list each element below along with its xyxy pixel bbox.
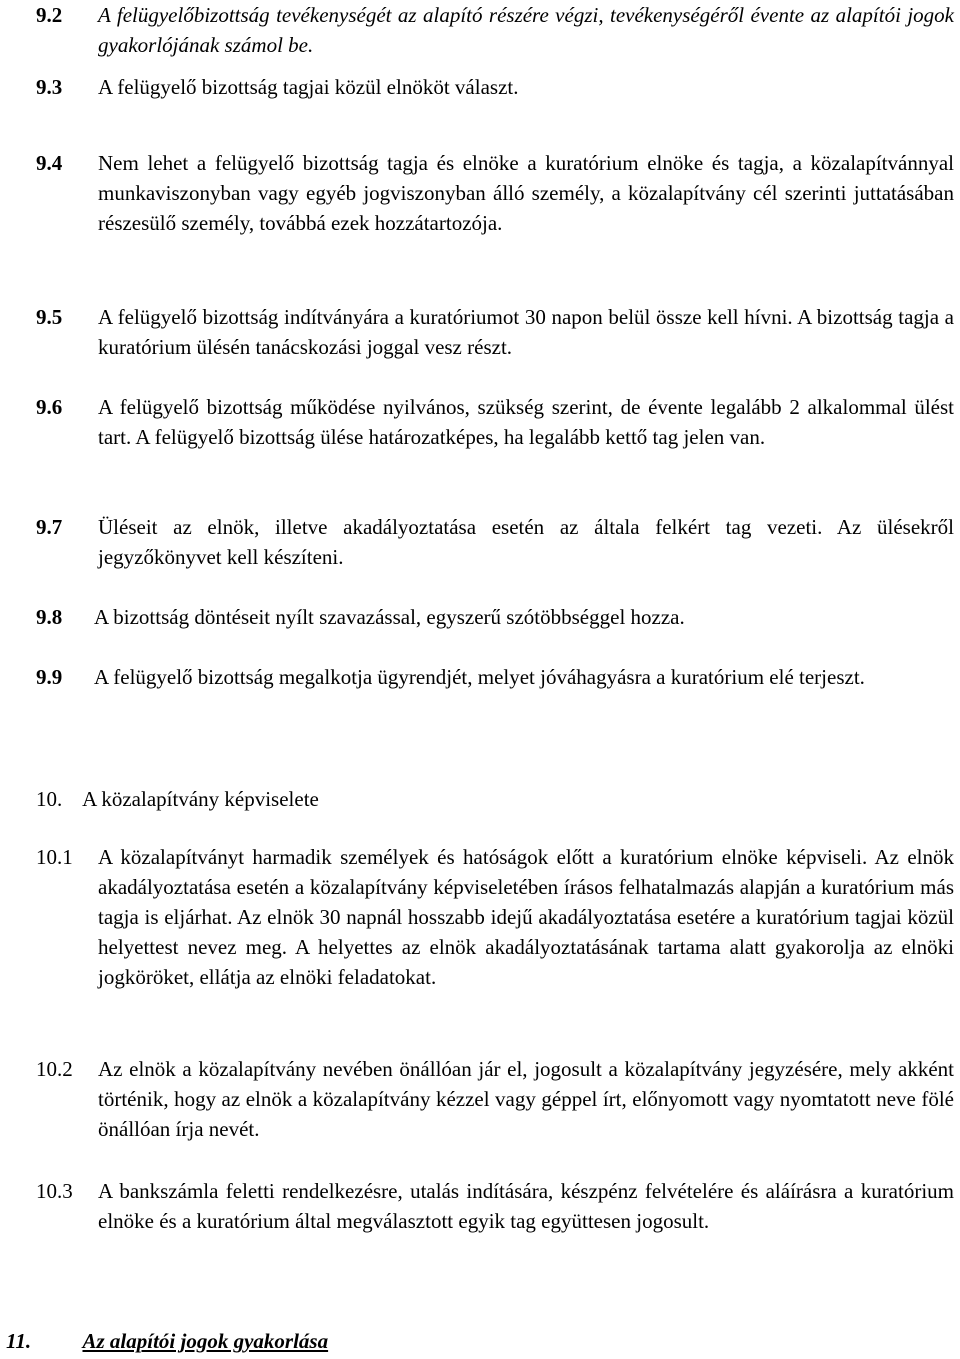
section-number: 9.7 [36,515,63,539]
section-text: A felügyelő bizottság működése nyilvános, szükség szerint, de évente legalább 2 alkalommal ülést tart. A felügyelő bizottság ülése határozatképes, ha legalább kettő tag jelen van. [98,395,954,449]
section-text: A bizottság döntéseit nyílt szavazással, egyszerű szótöbbséggel hozza. [94,605,685,629]
section-9-5 [36,302,954,362]
section-number: 10.1 [36,845,73,869]
section-text: Üléseit az elnök, illetve akadályoztatása esetén az általa felkért tag vezeti. Az ülésekről jegyzőkönyvet kell készíteni. [98,515,954,569]
section-text: A felügyelő bizottság tagjai közül elnököt választ. [98,75,519,99]
section-10-1 [36,842,954,992]
section-9-3 [36,72,954,102]
heading-11 [6,1326,328,1356]
heading-number: 11. [6,1329,32,1353]
section-text: A felügyelő bizottság megalkotja ügyrendjét, melyet jóváhagyásra a kuratórium elé terjeszt. [94,665,865,689]
heading-number: 10. [36,787,63,811]
section-number: 9.6 [36,395,63,419]
section-number: 9.4 [36,151,63,175]
section-9-4 [36,148,954,238]
section-text: A felügyelőbizottság tevékenységét az alapító részére végzi, tevékenységéről évente az alapítói jogok gyakorlójának számol be. [98,3,954,57]
heading-text: Az alapítói jogok gyakorlása [82,1329,329,1353]
section-number: 10.2 [36,1057,73,1081]
section-10-2 [36,1054,954,1144]
section-text: A közalapítványt harmadik személyek és hatóságok előtt a kuratórium elnöke képviseli. Az elnök akadályoztatása esetén a közalapítvány képviseletében írásos felhatalmazás alapján a kuratórium más tagja is eljárhat. Az elnök 30 napnál hosszabb idejű akadályoztatása esetére a kuratórium tagjai közül helyettest nevez meg. A helyettes az elnök akadályoztatásának tartama alatt gyakorolja az elnöki jogköröket, ellátja az elnöki feladatokat. [98,845,954,989]
section-text: Nem lehet a felügyelő bizottság tagja és elnöke a kuratórium elnöke és tagja, a közalapítvánnyal munkaviszonyban vagy egyéb jogviszonyban álló személy, a közalapítvány cél szerinti juttatásában részesülő személy, továbbá ezek hozzátartozója. [98,151,954,235]
section-9-2 [36,0,954,60]
section-text: Az elnök a közalapítvány nevében önállóan jár el, jogosult a közalapítvány jegyzésére, mely akként történik, hogy az elnök a közalapítvány kézzel vagy géppel írt, előnyomott vagy nyomtatott neve fölé önállóan írja nevét. [98,1057,954,1141]
section-number: 9.5 [36,305,63,329]
section-text: A felügyelő bizottság indítványára a kuratóriumot 30 napon belül össze kell hívni. A bizottság tagja a kuratórium ülésén tanácskozási joggal vesz részt. [98,305,954,359]
section-number: 9.8 [36,605,63,629]
section-9-6 [36,392,954,452]
section-9-8 [36,602,954,632]
section-9-7 [36,512,954,572]
section-number: 9.2 [36,3,63,27]
section-number: 9.3 [36,75,63,99]
section-10-3 [36,1176,954,1236]
section-text: A bankszámla feletti rendelkezésre, utalás indítására, készpénz felvételére és aláírásra a kuratórium elnöke és a kuratórium által megválasztott egyik tag együttesen jogosult. [98,1179,954,1233]
section-9-9 [36,662,954,692]
heading-text: A közalapítvány képviselete [82,787,319,811]
section-number: 10.3 [36,1179,73,1203]
section-number: 9.9 [36,665,63,689]
heading-10 [36,784,319,814]
